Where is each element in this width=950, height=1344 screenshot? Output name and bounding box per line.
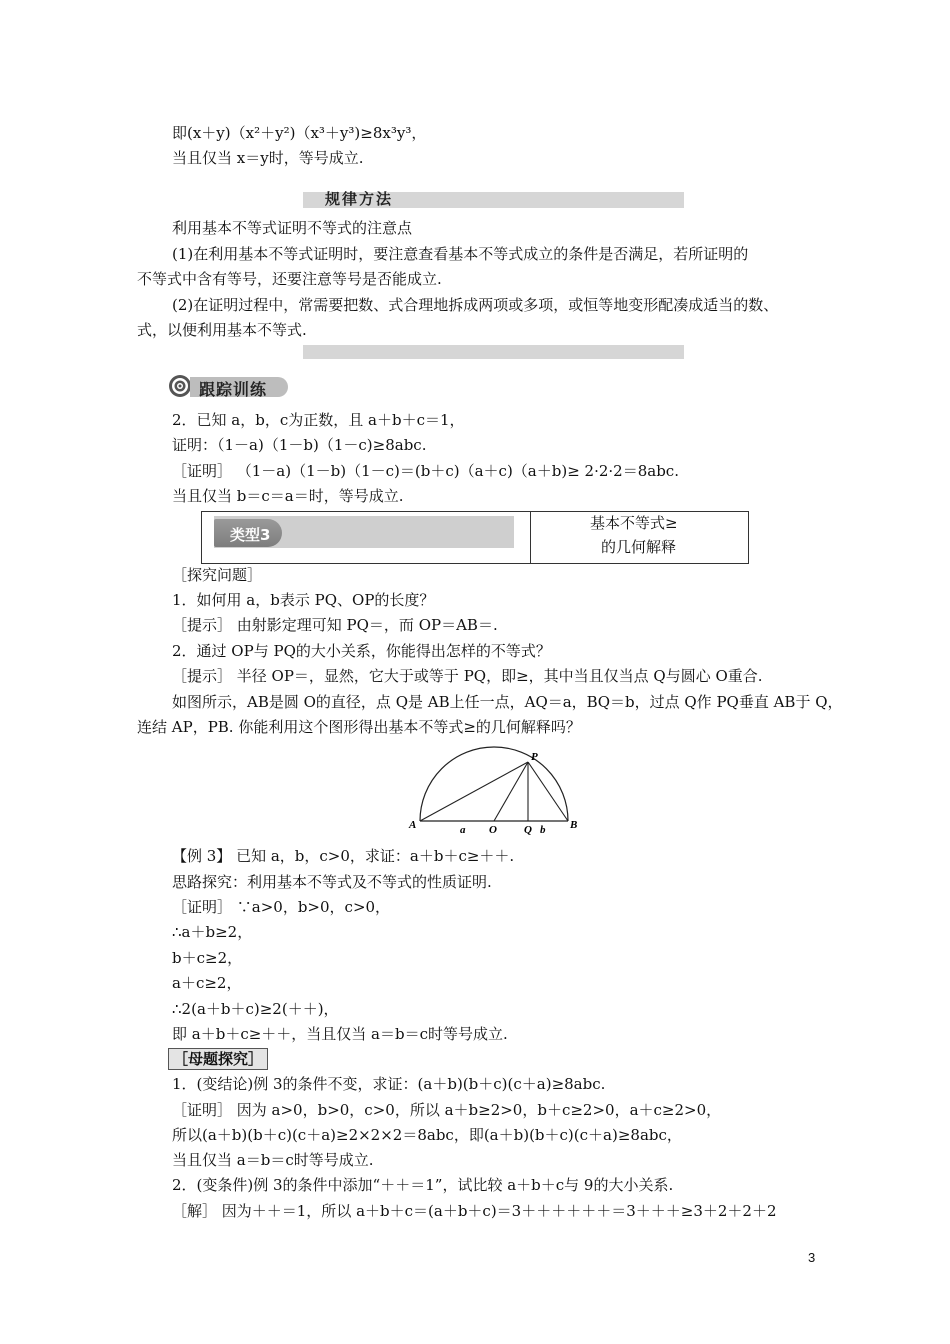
text-line: 即(x＋y)（x²＋y²)（x³＋y³)≥8x³y³，: [172, 124, 427, 142]
label-A: A: [409, 819, 417, 831]
text-line: 当且仅当 a＝b＝c时等号成立.: [172, 1151, 374, 1169]
text-line: 式，以便利用基本不等式.: [137, 321, 307, 339]
text-line: 即 a＋b＋c≥＋＋，当且仅当 a＝b＝c时等号成立.: [172, 1025, 508, 1043]
text-line: ［探究问题］: [172, 566, 263, 584]
text-line: 2．通过 OP与 PQ的大小关系，你能得出怎样的不等式？: [172, 642, 551, 660]
text-line: 当且仅当 b＝c＝a＝时，等号成立.: [172, 487, 404, 505]
text-line: ［提示］ 由射影定理可知 PQ＝，而 OP＝AB＝.: [172, 616, 498, 634]
text-line: 思路探究：利用基本不等式及不等式的性质证明.: [172, 873, 492, 891]
text-line: a＋c≥2，: [172, 974, 242, 992]
label-a: a: [460, 824, 466, 835]
text-line: 不等式中含有等号，还要注意等号是否能成立.: [137, 270, 442, 288]
page-number: 3: [808, 1250, 816, 1265]
label-b: b: [540, 824, 546, 835]
text-line: 如图所示，AB是圆 O的直径，点 Q是 AB上任一点，AQ＝a，BQ＝b，过点 Q作 PQ垂直 AB于 Q，: [172, 693, 843, 711]
text-line: 1．如何用 a，b表示 PQ、OP的长度？: [172, 591, 435, 609]
section-header-tracking: 跟踪训练: [199, 380, 268, 399]
target-icon: [168, 374, 192, 402]
text-line: ［证明］ （1－a)（1－b)（1－c)＝(b＋c)（a＋c)（a＋b)≥ 2·2·2＝8abc.: [172, 462, 679, 480]
text-line: (2)在证明过程中，常需要把数、式合理地拆成两项或多项，或恒等地变形配凑成适当的数、: [172, 296, 779, 314]
text-line: b＋c≥2，: [172, 949, 243, 967]
label-O: O: [489, 824, 497, 835]
type3-label: 类型3: [230, 526, 271, 544]
type3-title-line1: 基本不等式≥: [590, 514, 678, 532]
label-B: B: [570, 819, 578, 831]
text-line: 连结 AP，PB. 你能利用这个图形得出基本不等式≥的几何解释吗？: [137, 718, 581, 736]
text-line: 所以(a＋b)(b＋c)(c＋a)≥2×2×2＝8abc，即(a＋b)(b＋c)(c＋a)≥8abc，: [172, 1126, 682, 1144]
rule-title: 利用基本不等式证明不等式的注意点: [172, 219, 413, 237]
text-line: (1)在利用基本不等式证明时，要注意查看基本不等式成立的条件是否满足，若所证明的: [172, 245, 749, 263]
section-header-rule: 规律方法: [325, 190, 394, 208]
text-line: 1．(变结论)例 3的条件不变，求证：(a＋b)(b＋c)(c＋a)≥8abc.: [172, 1075, 606, 1093]
text-line: 当且仅当 x＝y时，等号成立.: [172, 149, 364, 167]
type3-divider: [530, 512, 531, 563]
text-line: ［证明］ 因为 a>0，b>0，c>0，所以 a＋b≥2>0，b＋c≥2>0，a＋c≥2>0，: [172, 1101, 722, 1119]
text-line: 2．(变条件)例 3的条件中添加“＋＋＝1”，试比较 a＋b＋c与 9的大小关系.: [172, 1176, 674, 1194]
type3-title-line2: 的几何解释: [601, 538, 677, 556]
text-line: ［证明］ ∵a>0，b>0，c>0，: [172, 898, 391, 916]
text-line: ∴2(a＋b＋c)≥2(＋＋)，: [172, 1000, 339, 1018]
text-line: 2．已知 a，b，c为正数，且 a＋b＋c＝1，: [172, 411, 465, 429]
semicircle-figure: [400, 740, 590, 835]
text-line: ［提示］ 半径 OP＝，显然，它大于或等于 PQ，即≥，其中当且仅当点 Q与圆心 O重合.: [172, 667, 763, 685]
text-line: 证明：（1－a)（1－b)（1－c)≥8abc.: [172, 436, 427, 454]
text-line: ∴a＋b≥2，: [172, 923, 253, 941]
example-title: 【例 3】 已知 a，b，c>0，求证：a＋b＋c≥＋＋.: [172, 847, 515, 865]
section-footer-bar: [303, 345, 684, 359]
section-header-muti: ［母题探究］: [168, 1048, 268, 1070]
label-Q: Q: [524, 824, 532, 835]
text-line: ［解］ 因为＋＋＝1，所以 a＋b＋c＝(a＋b＋c)＝3＋＋＋＋＋＋＝3＋＋＋≥3＋2＋2＋2: [172, 1202, 777, 1220]
label-P: P: [531, 751, 538, 763]
